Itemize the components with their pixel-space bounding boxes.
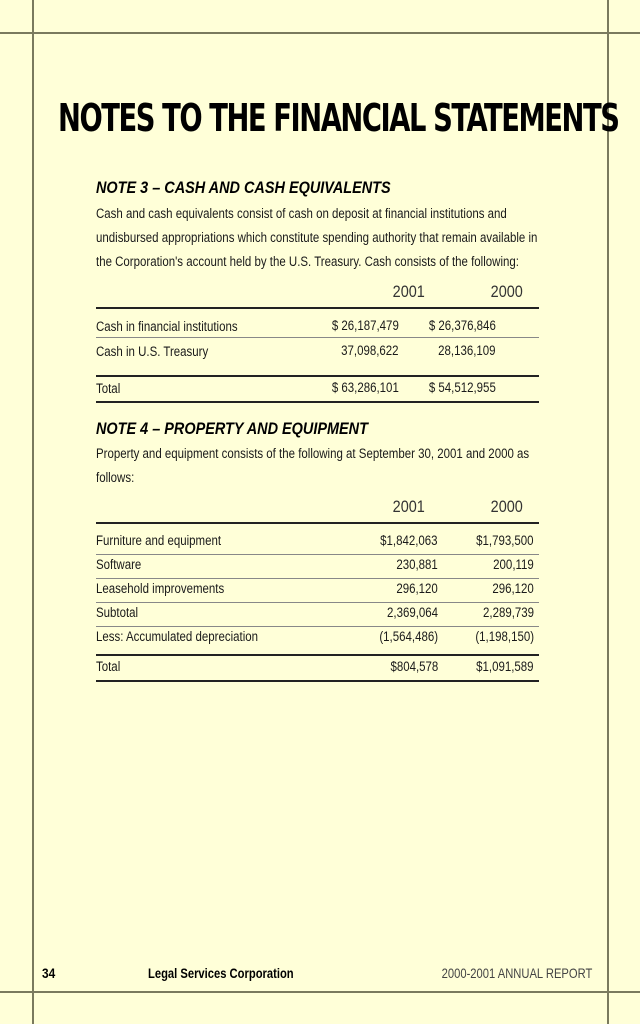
row-label: Less: Accumulated depreciation (96, 629, 259, 644)
col-header-2001: 2001 (392, 497, 425, 516)
property-table (96, 495, 539, 685)
divider (96, 680, 539, 682)
cell-2000: 28,136,109 (438, 343, 496, 358)
cell-2000: 296,120 (492, 581, 534, 596)
footer-organization: Legal Services Corporation (148, 965, 294, 981)
divider (96, 307, 539, 309)
row-label: Total (96, 381, 121, 396)
page-number: 34 (42, 965, 56, 981)
footer-report-title: 2000-2001 ANNUAL REPORT (441, 965, 592, 981)
cell-2000: 2,289,739 (482, 605, 534, 620)
note3-heading: NOTE 3 – CASH AND CASH EQUIVALENTS (96, 178, 391, 197)
row-label: Software (96, 557, 142, 572)
col-header-2001: 2001 (392, 282, 425, 301)
divider (96, 578, 539, 579)
divider (96, 401, 539, 403)
page-title: NOTES TO THE FINANCIAL STATEMENTS (58, 96, 619, 140)
row-label: Cash in financial institutions (96, 319, 238, 334)
divider (96, 337, 539, 338)
divider (96, 602, 539, 603)
cell-2000: $1,793,500 (476, 533, 534, 548)
row-label: Total (96, 659, 121, 674)
cell-2000: (1,198,150) (475, 629, 534, 644)
cell-2001: 37,098,622 (341, 343, 399, 358)
crop-rule-top (0, 32, 640, 34)
cell-2001: $1,842,063 (380, 533, 438, 548)
col-header-2000: 2000 (490, 497, 523, 516)
cell-2001: 296,120 (396, 581, 438, 596)
cell-2000: $ 54,512,955 (428, 380, 496, 395)
cell-2001: $804,578 (390, 659, 438, 674)
note4-heading: NOTE 4 – PROPERTY AND EQUIPMENT (96, 419, 368, 438)
crop-rule-right (607, 0, 609, 1024)
cell-2001: 2,369,064 (386, 605, 438, 620)
row-label: Subtotal (96, 605, 139, 620)
cell-2001: $ 26,187,479 (331, 318, 399, 333)
cell-2000: $1,091,589 (476, 659, 534, 674)
cell-2001: $ 63,286,101 (331, 380, 399, 395)
crop-rule-left (32, 0, 34, 1024)
divider (96, 554, 539, 555)
divider (96, 522, 539, 524)
row-label: Furniture and equipment (96, 533, 222, 548)
divider (96, 375, 539, 377)
row-label: Cash in U.S. Treasury (96, 344, 209, 359)
note4-paragraph: Property and equipment consists of the following at September 30, 2001 and 2000 as follows: (96, 446, 530, 485)
note3-paragraph: Cash and cash equivalents consist of cash on deposit at financial institutions and undisbursed appropriations which constitute spending authority that remain available in the Corporation's account held by the U.S. Treasury. Cash consists of the following: (96, 206, 538, 269)
cell-2000: $ 26,376,846 (428, 318, 496, 333)
cash-table (96, 280, 539, 405)
col-header-2000: 2000 (490, 282, 523, 301)
cell-2000: 200,119 (493, 557, 534, 572)
divider (96, 654, 539, 656)
row-label: Leasehold improvements (96, 581, 225, 596)
cell-2001: 230,881 (396, 557, 438, 572)
cell-2001: (1,564,486) (379, 629, 438, 644)
divider (96, 626, 539, 627)
crop-rule-bottom (0, 991, 640, 993)
